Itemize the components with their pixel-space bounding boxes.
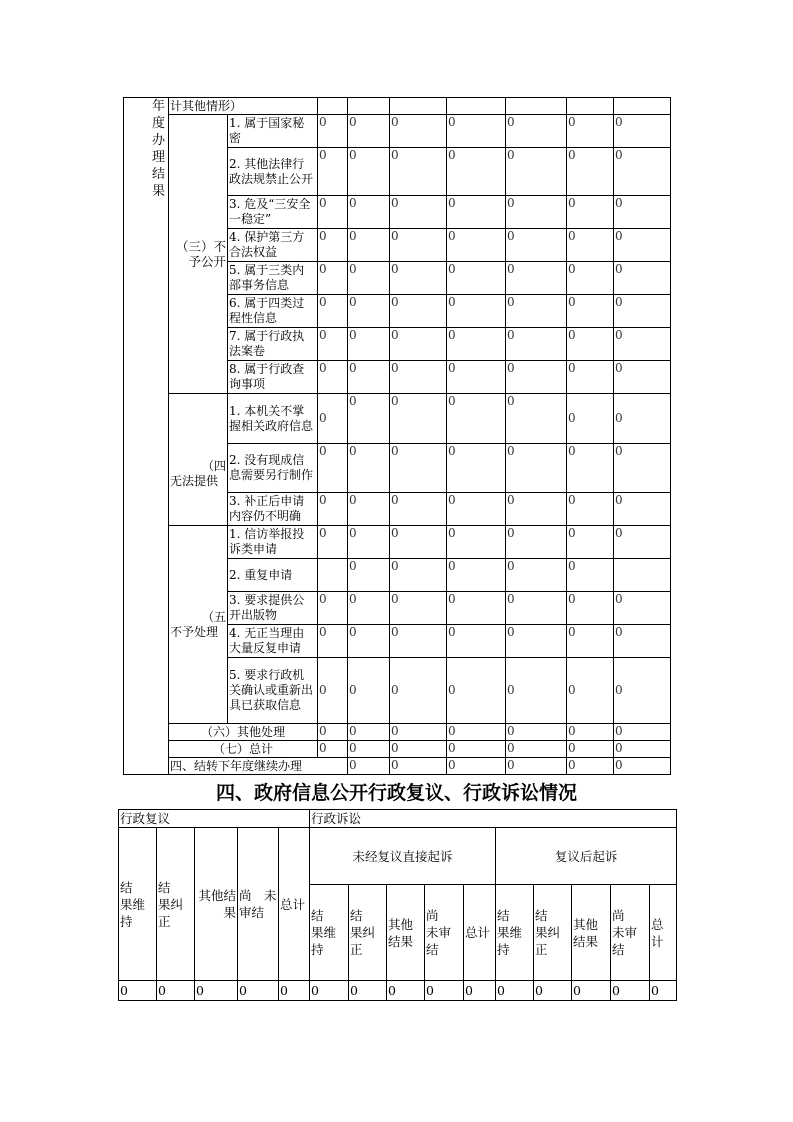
value-cell: 0 [318, 115, 348, 148]
review-header: 行政复议 [119, 810, 310, 828]
value-cell: 0 [390, 658, 447, 724]
item-label: 6. 属于四类过程性信息 [228, 295, 318, 328]
value-cell: 0 [119, 981, 157, 1001]
item-label: 2. 其他法律行政法规禁止公开 [228, 148, 318, 196]
value-cell: 0 [506, 741, 567, 758]
item-label: 3. 补正后申请内容仍不明确 [228, 493, 318, 526]
row-label: 四、结转下年度继续办理 [169, 758, 348, 775]
results-table [123, 97, 671, 775]
value-cell: 0 [348, 361, 390, 394]
value-cell: 0 [348, 526, 390, 559]
empty-cell [614, 559, 671, 592]
value-cell: 0 [447, 295, 506, 328]
value-cell: 0 [506, 592, 567, 625]
value-cell: 0 [348, 758, 390, 775]
value-cell: 0 [348, 592, 390, 625]
value-cell: 0 [447, 758, 506, 775]
value-cell: 0 [567, 724, 614, 741]
value-cell: 0 [506, 196, 567, 229]
value-cell: 0 [447, 493, 506, 526]
table-row [124, 115, 671, 148]
value-cell: 0 [567, 741, 614, 758]
group-label-a: （四 [201, 458, 226, 473]
value-cell: 0 [567, 229, 614, 262]
value-cell: 0 [447, 115, 506, 148]
empty-cell [318, 98, 348, 115]
value-cell: 0 [614, 724, 671, 741]
litigation-col-header: 结 果维持 [496, 885, 534, 981]
table-row [124, 724, 671, 741]
value-cell: 0 [318, 493, 348, 526]
value-cell: 0 [348, 262, 390, 295]
value-cell: 0 [567, 262, 614, 295]
direct-suit-header: 未经复议直接起诉 [310, 828, 496, 885]
value-cell: 0 [387, 981, 425, 1001]
value-cell: 0 [506, 328, 567, 361]
value-cell: 0 [348, 658, 390, 724]
value-cell: 0 [390, 229, 447, 262]
empty-cell [506, 98, 567, 115]
review-col-header: 结 果维持 [119, 828, 157, 981]
row-label: （六）其他处理 [169, 724, 318, 741]
table-row [119, 981, 677, 1001]
value-cell: 0 [567, 361, 614, 394]
value-cell: 0 [614, 328, 671, 361]
value-cell: 0 [390, 361, 447, 394]
value-cell: 0 [506, 758, 567, 775]
value-cell: 0 [614, 196, 671, 229]
value-cell: 0 [614, 262, 671, 295]
value-cell: 0 [506, 394, 567, 444]
review-litigation-table [118, 809, 677, 1001]
table-row [124, 98, 671, 115]
value-cell: 0 [318, 658, 348, 724]
value-cell: 0 [567, 196, 614, 229]
value-cell: 0 [390, 559, 447, 592]
value-cell: 0 [318, 328, 348, 361]
value-cell: 0 [506, 444, 567, 493]
table-row [124, 741, 671, 758]
table-row [119, 810, 677, 828]
value-cell: 0 [390, 592, 447, 625]
value-cell: 0 [390, 444, 447, 493]
value-cell: 0 [390, 741, 447, 758]
value-cell: 0 [348, 444, 390, 493]
value-cell: 0 [506, 724, 567, 741]
value-cell: 0 [506, 526, 567, 559]
value-cell: 0 [506, 115, 567, 148]
value-cell: 0 [567, 625, 614, 658]
value-cell: 0 [567, 444, 614, 493]
value-cell: 0 [496, 981, 534, 1001]
value-cell: 0 [390, 148, 447, 196]
value-cell: 0 [567, 295, 614, 328]
value-cell: 0 [348, 229, 390, 262]
value-cell: 0 [238, 981, 279, 1001]
value-cell: 0 [318, 196, 348, 229]
value-cell: 0 [318, 262, 348, 295]
value-cell: 0 [318, 295, 348, 328]
value-cell: 0 [447, 526, 506, 559]
value-cell: 0 [567, 394, 614, 444]
value-cell: 0 [567, 526, 614, 559]
item-label: 1. 信访举报投诉类申请 [228, 526, 318, 559]
value-cell: 0 [390, 526, 447, 559]
value-cell: 0 [318, 229, 348, 262]
value-cell: 0 [318, 444, 348, 493]
empty-cell [348, 98, 390, 115]
value-cell: 0 [318, 724, 348, 741]
value-cell: 0 [390, 196, 447, 229]
value-cell: 0 [318, 394, 348, 444]
value-cell: 0 [614, 444, 671, 493]
value-cell: 0 [348, 493, 390, 526]
value-cell: 0 [318, 625, 348, 658]
value-cell: 0 [425, 981, 464, 1001]
item-label: 4. 无正当理由大量反复申请 [228, 625, 318, 658]
litigation-col-header: 尚 未审结 [611, 885, 650, 981]
review-col-header: 结 果纠正 [157, 828, 195, 981]
value-cell: 0 [447, 361, 506, 394]
litigation-col-header: 其他结果 [572, 885, 611, 981]
value-cell: 0 [506, 295, 567, 328]
value-cell: 0 [348, 115, 390, 148]
value-cell: 0 [390, 295, 447, 328]
value-cell: 0 [447, 394, 506, 444]
item-label: 5. 属于三类内部事务信息 [228, 262, 318, 295]
value-cell: 0 [447, 196, 506, 229]
litigation-col-header: 总计 [464, 885, 496, 981]
value-cell: 0 [348, 559, 390, 592]
value-cell: 0 [614, 741, 671, 758]
group-label-b: 无法提供 [170, 473, 219, 488]
value-cell: 0 [614, 526, 671, 559]
year-column-label: 年 度 办 理 结 果 [124, 98, 169, 775]
value-cell: 0 [348, 741, 390, 758]
value-cell: 0 [447, 592, 506, 625]
value-cell: 0 [447, 262, 506, 295]
empty-cell [318, 559, 348, 592]
item-label: 4. 保护第三方合法权益 [228, 229, 318, 262]
value-cell: 0 [506, 559, 567, 592]
after-review-header: 复议后起诉 [496, 828, 677, 885]
value-cell: 0 [318, 741, 348, 758]
value-cell: 0 [447, 625, 506, 658]
value-cell: 0 [447, 724, 506, 741]
item-label: 3. 危及“三安全一稳定” [228, 196, 318, 229]
section-title: 四、政府信息公开行政复议、行政诉讼情况 [215, 782, 577, 804]
value-cell: 0 [390, 328, 447, 361]
value-cell: 0 [506, 229, 567, 262]
value-cell: 0 [506, 658, 567, 724]
value-cell: 0 [567, 658, 614, 724]
value-cell: 0 [614, 592, 671, 625]
value-cell: 0 [567, 115, 614, 148]
value-cell: 0 [348, 724, 390, 741]
value-cell: 0 [506, 262, 567, 295]
value-cell: 0 [390, 394, 447, 444]
group-label-b: 不予处理 [170, 624, 219, 639]
value-cell: 0 [447, 229, 506, 262]
group-label-a: （五 [201, 609, 226, 624]
value-cell: 0 [447, 559, 506, 592]
value-cell: 0 [348, 328, 390, 361]
item-label: 2. 重复申请 [228, 559, 318, 592]
value-cell: 0 [318, 592, 348, 625]
value-cell: 0 [390, 758, 447, 775]
row-label: 计其他情形） [169, 98, 318, 115]
value-cell: 0 [572, 981, 611, 1001]
value-cell: 0 [447, 148, 506, 196]
value-cell: 0 [318, 526, 348, 559]
value-cell: 0 [390, 493, 447, 526]
empty-cell [614, 98, 671, 115]
item-label: 3. 要求提供公开出版物 [228, 592, 318, 625]
group-label-withheld: （三）不予公开 [169, 115, 228, 394]
litigation-col-header: 尚 未审结 [425, 885, 464, 981]
table-row [124, 526, 671, 559]
value-cell: 0 [279, 981, 310, 1001]
value-cell: 0 [534, 981, 572, 1001]
value-cell: 0 [614, 493, 671, 526]
value-cell: 0 [614, 394, 671, 444]
value-cell: 0 [390, 115, 447, 148]
row-label: （七）总计 [169, 741, 318, 758]
value-cell: 0 [349, 981, 387, 1001]
item-label: 1. 属于国家秘密 [228, 115, 318, 148]
review-col-header: 其他结果 [195, 828, 238, 981]
value-cell: 0 [614, 658, 671, 724]
empty-cell [390, 98, 447, 115]
value-cell: 0 [447, 328, 506, 361]
review-col-header: 总计 [279, 828, 310, 981]
empty-cell [567, 98, 614, 115]
litigation-col-header: 总计 [650, 885, 677, 981]
litigation-col-header: 结 果维持 [310, 885, 349, 981]
table-row [119, 828, 677, 885]
value-cell: 0 [310, 981, 349, 1001]
value-cell: 0 [447, 658, 506, 724]
value-cell: 0 [614, 115, 671, 148]
value-cell: 0 [650, 981, 677, 1001]
item-label: 8. 属于行政查询事项 [228, 361, 318, 394]
item-label: 2. 没有现成信息需要另行制作 [228, 444, 318, 493]
value-cell: 0 [447, 741, 506, 758]
value-cell: 0 [614, 229, 671, 262]
value-cell: 0 [157, 981, 195, 1001]
value-cell: 0 [614, 625, 671, 658]
value-cell: 0 [567, 758, 614, 775]
item-label: 5. 要求行政机关确认或重新出具已获取信息 [228, 658, 318, 724]
value-cell: 0 [464, 981, 496, 1001]
empty-cell [447, 98, 506, 115]
litigation-col-header: 结 果纠正 [349, 885, 387, 981]
value-cell: 0 [506, 361, 567, 394]
value-cell: 0 [567, 559, 614, 592]
value-cell: 0 [348, 625, 390, 658]
group-label-unavailable [169, 394, 228, 526]
value-cell: 0 [318, 148, 348, 196]
value-cell: 0 [390, 724, 447, 741]
value-cell: 0 [506, 625, 567, 658]
value-cell: 0 [614, 758, 671, 775]
value-cell: 0 [567, 148, 614, 196]
value-cell: 0 [447, 444, 506, 493]
litigation-header: 行政诉讼 [310, 810, 677, 828]
value-cell: 0 [348, 295, 390, 328]
value-cell: 0 [614, 295, 671, 328]
value-cell: 0 [390, 262, 447, 295]
litigation-col-header: 其他结果 [387, 885, 425, 981]
value-cell: 0 [318, 361, 348, 394]
value-cell: 0 [611, 981, 650, 1001]
value-cell: 0 [348, 196, 390, 229]
group-label-not-processed [169, 526, 228, 724]
value-cell: 0 [506, 493, 567, 526]
value-cell: 0 [567, 493, 614, 526]
value-cell: 0 [506, 148, 567, 196]
value-cell: 0 [614, 148, 671, 196]
item-label: 7. 属于行政执法案卷 [228, 328, 318, 361]
value-cell: 0 [390, 625, 447, 658]
value-cell: 0 [348, 394, 390, 444]
value-cell: 0 [195, 981, 238, 1001]
value-cell: 0 [567, 592, 614, 625]
table-row [124, 758, 671, 775]
value-cell: 0 [567, 328, 614, 361]
table-row [124, 394, 671, 444]
litigation-col-header: 结 果纠正 [534, 885, 572, 981]
item-label: 1. 本机关不掌握相关政府信息 [228, 394, 318, 444]
value-cell: 0 [348, 148, 390, 196]
review-col-header: 尚 未审结 [238, 828, 279, 981]
value-cell: 0 [614, 361, 671, 394]
